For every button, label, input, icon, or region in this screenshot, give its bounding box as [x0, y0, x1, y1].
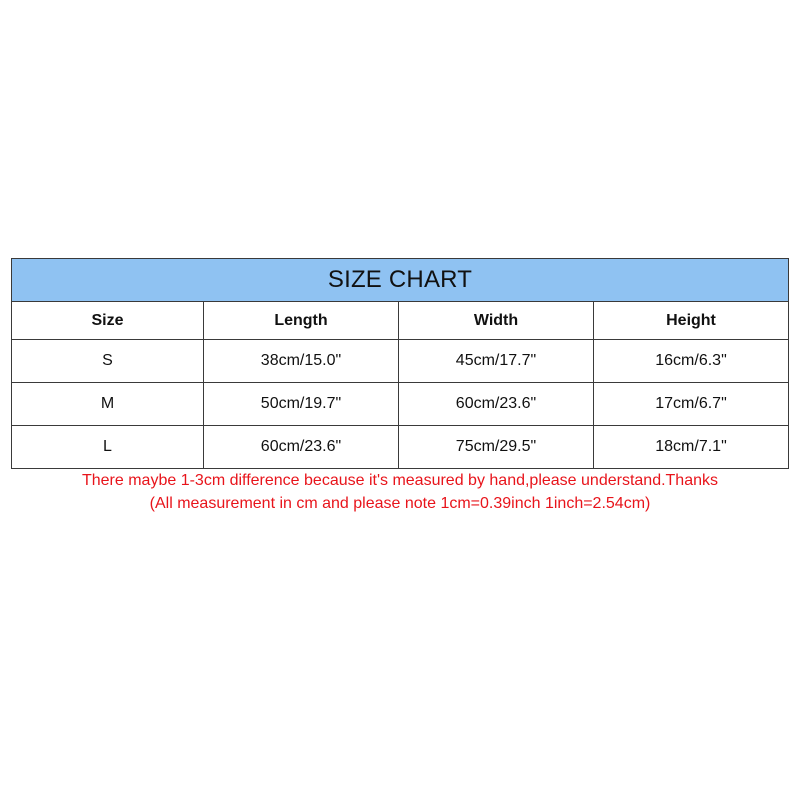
cell-height: 17cm/6.7": [594, 383, 789, 426]
cell-height: 16cm/6.3": [594, 340, 789, 383]
measurement-disclaimer: There maybe 1-3cm difference because it's measured by hand,please understand.Thanks: [81, 472, 718, 489]
table-row: [12, 426, 789, 469]
cell-size: M: [12, 383, 204, 426]
cell-length: 60cm/23.6": [204, 426, 399, 469]
cell-width: 60cm/23.6": [399, 383, 594, 426]
unit-conversion-note: (All measurement in cm and please note 1cm=0.39inch 1inch=2.54cm): [149, 495, 651, 512]
cell-height: 18cm/7.1": [594, 426, 789, 469]
title-row: [12, 259, 789, 302]
cell-length: 50cm/19.7": [204, 383, 399, 426]
cell-width: 75cm/29.5": [399, 426, 594, 469]
size-table: [11, 258, 789, 469]
header-size: Size: [12, 302, 204, 340]
cell-size: S: [12, 340, 204, 383]
cell-length: 38cm/15.0": [204, 340, 399, 383]
header-height: Height: [594, 302, 789, 340]
size-chart: [11, 258, 788, 469]
header-length: Length: [204, 302, 399, 340]
header-width: Width: [399, 302, 594, 340]
header-row: [12, 302, 789, 340]
table-row: [12, 383, 789, 426]
table-row: [12, 340, 789, 383]
cell-size: L: [12, 426, 204, 469]
chart-title: SIZE CHART: [12, 259, 789, 302]
cell-width: 45cm/17.7": [399, 340, 594, 383]
